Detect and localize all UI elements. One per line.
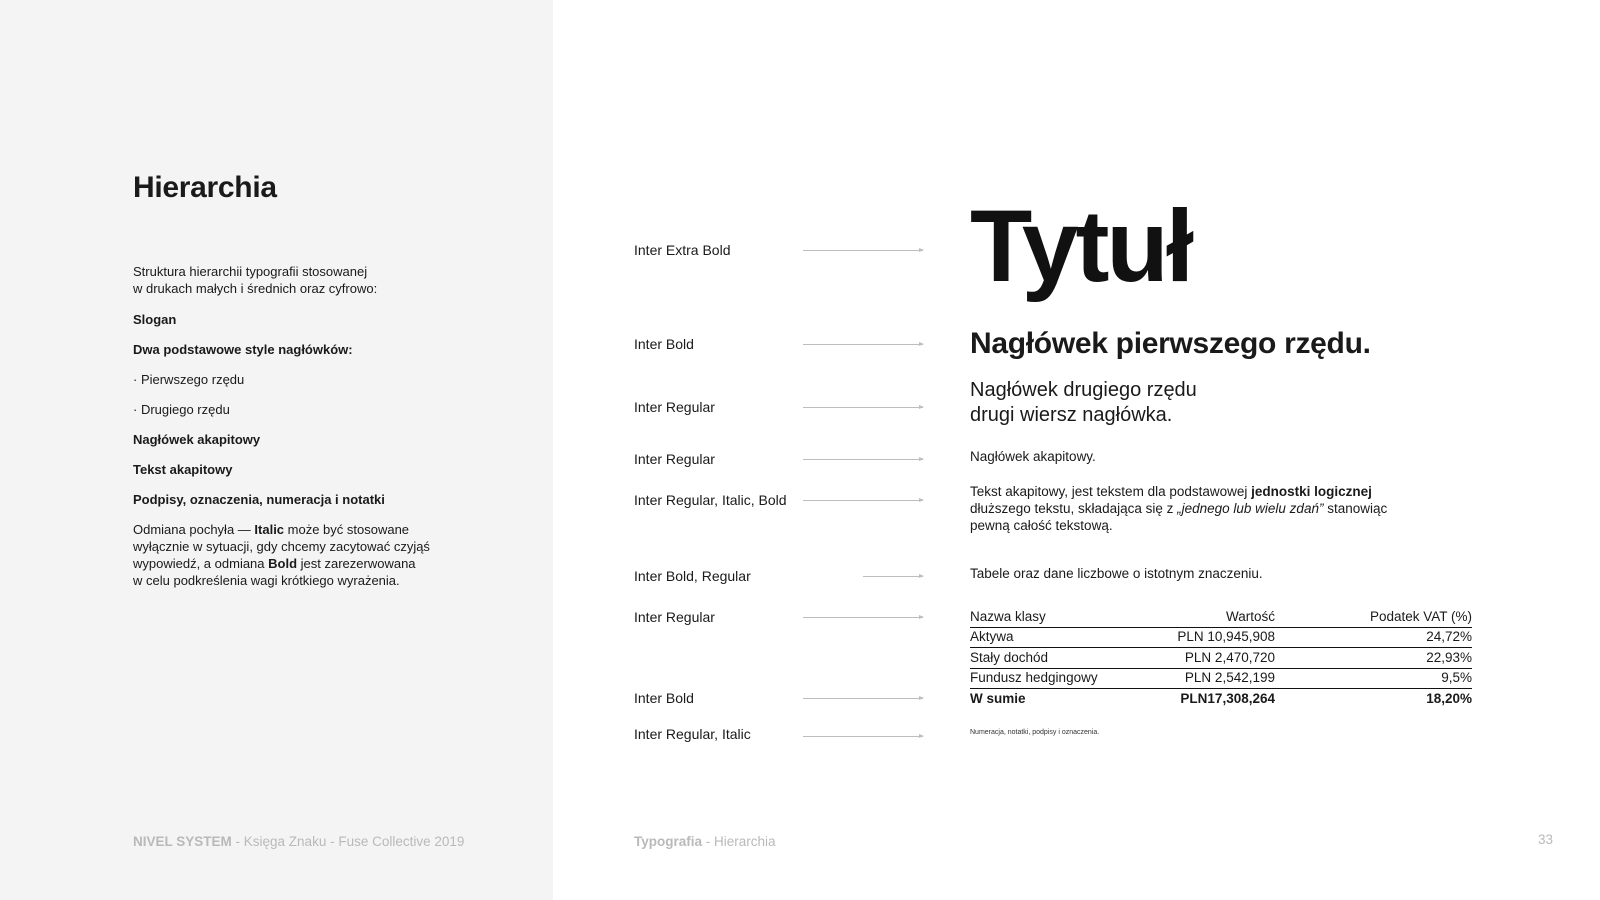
page-title: Hierarchia — [133, 171, 277, 204]
note-text: Odmiana pochyła — — [133, 522, 255, 537]
table-cell: Aktywa — [970, 627, 1140, 648]
body-text: pewną całość tekstową. — [970, 518, 1113, 533]
page-number: 33 — [1538, 832, 1554, 847]
list-item: Slogan — [133, 312, 177, 327]
body-italic-text: „jednego lub wielu zdań” — [1177, 501, 1324, 516]
specimen-heading-2 — [970, 378, 1197, 428]
table-cell: PLN 2,542,199 — [1140, 668, 1275, 689]
note-text: może być stosowane — [284, 522, 410, 537]
arrow-icon — [803, 250, 923, 251]
table-header-name: Nazwa klasy — [970, 607, 1140, 627]
note-text: w celu podkreślenia wagi krótkiego wyrażenia. — [133, 573, 400, 588]
table-cell: Fundusz hedgingowy — [970, 668, 1140, 689]
arrow-icon — [803, 407, 923, 408]
note-italic-word: Italic — [254, 522, 285, 537]
table-cell: PLN17,308,264 — [1180, 690, 1275, 706]
style-label-h1: Inter Bold — [634, 336, 694, 352]
table-cell: PLN 2,470,720 — [1140, 648, 1275, 669]
table-cell: PLN 10,945,908 — [1140, 627, 1275, 648]
table-total-row — [970, 689, 1472, 709]
arrow-icon — [803, 736, 923, 737]
arrow-icon — [863, 576, 923, 577]
style-label-body: Inter Regular, Italic, Bold — [634, 492, 787, 508]
arrow-icon — [803, 698, 923, 699]
table-header-value: Wartość — [1140, 607, 1275, 627]
intro-text — [133, 263, 513, 297]
specimen-tables-text: Tabele oraz dane liczbowe o istotnym znaczeniu. — [970, 566, 1263, 581]
specimen-heading-2-line-1: Nagłówek drugiego rzędu — [970, 379, 1197, 401]
footer-brand-name: NIVEL SYSTEM — [133, 834, 232, 849]
left-panel — [0, 0, 553, 900]
specimen-table — [970, 607, 1472, 709]
intro-line-1: Struktura hierarchii typografii stosowanej — [133, 264, 368, 279]
style-label-tables: Inter Bold, Regular — [634, 568, 751, 584]
list-item: · Drugiego rzędu — [133, 402, 230, 417]
style-label-h2: Inter Regular — [634, 399, 715, 415]
arrow-icon — [803, 500, 923, 501]
table-row — [970, 648, 1472, 669]
arrow-icon — [803, 617, 923, 618]
arrow-icon — [803, 459, 923, 460]
style-label-note: Inter Regular, Italic — [634, 726, 751, 742]
list-item: · Pierwszego rzędu — [133, 372, 245, 387]
footer-section — [634, 834, 776, 849]
list-item: Dwa podstawowe style nagłówków: — [133, 342, 353, 357]
specimen-paragraph-heading: Nagłówek akapitowy. — [970, 449, 1096, 464]
body-bold-text: jednostki logicznej — [1251, 484, 1372, 499]
table-cell: 22,93% — [1275, 648, 1472, 669]
list-item: Nagłówek akapitowy — [133, 432, 261, 447]
table-header-vat: Podatek VAT (%) — [1275, 607, 1472, 627]
table-cell: 9,5% — [1275, 668, 1472, 689]
specimen-note: Numeracja, notatki, podpisy i oznaczenia. — [970, 729, 1100, 736]
table-row — [970, 668, 1472, 689]
note-text: wypowiedź, a odmiana — [133, 556, 269, 571]
body-text: Tekst akapitowy, jest tekstem dla podstawowej — [970, 484, 1252, 499]
table-cell: 24,72% — [1275, 627, 1472, 648]
list-item: Tekst akapitowy — [133, 462, 233, 477]
intro-line-2: w drukach małych i średnich oraz cyfrowo: — [133, 281, 378, 296]
style-label-title: Inter Extra Bold — [634, 242, 731, 258]
footer-section-name: Typografia — [634, 834, 703, 849]
style-label-table: Inter Regular — [634, 609, 715, 625]
table-cell: W sumie — [970, 690, 1026, 706]
note-text: wyłącznie w sytuacji, gdy chcemy zacytować czyjąś — [133, 539, 430, 554]
table-cell: 18,20% — [1426, 690, 1472, 706]
list-item: Podpisy, oznaczenia, numeracja i notatki — [133, 492, 385, 507]
note-text: jest zarezerwowana — [297, 556, 416, 571]
specimen-title: Tytuł — [970, 189, 1192, 303]
specimen-heading-1: Nagłówek pierwszego rzędu. — [970, 327, 1371, 360]
specimen-heading-2-line-2: drugi wiersz nagłówka. — [970, 404, 1173, 426]
specimen-body-text — [970, 483, 1430, 534]
table-row — [970, 627, 1472, 648]
table-header-row — [970, 607, 1472, 627]
note-bold-word: Bold — [268, 556, 298, 571]
table-cell: Stały dochód — [970, 648, 1140, 669]
body-text: stanowiąc — [1323, 501, 1388, 516]
footer-brand — [133, 834, 464, 849]
style-label-para-head: Inter Regular — [634, 451, 715, 467]
arrow-icon — [803, 344, 923, 345]
style-note — [133, 521, 533, 589]
footer-section-rest: - Hierarchia — [702, 834, 776, 849]
style-label-total: Inter Bold — [634, 690, 694, 706]
footer-brand-rest: - Księga Znaku - Fuse Collective 2019 — [231, 834, 465, 849]
body-text: dłuższego tekstu, składająca się z — [970, 501, 1178, 516]
